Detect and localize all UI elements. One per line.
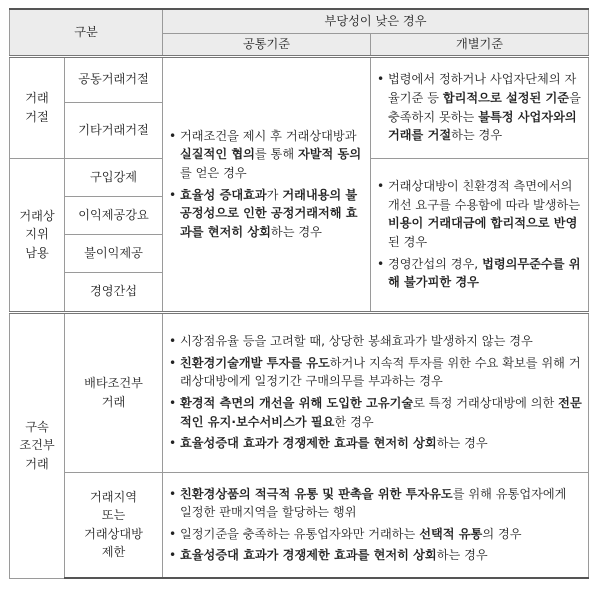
category-abuse: 거래상 지위 남용 <box>10 158 65 312</box>
header-low-unfairness: 부당성이 낮은 경우 <box>163 9 589 33</box>
unfairness-criteria-table <box>9 8 589 579</box>
row-exclusive-dealing: 배타조건부 거래 <box>65 312 163 472</box>
bullet-item: • 거래상대방이 친환경적 측면에서의 개선 요구를 수용함에 따라 발생하는 비용이 거래대금에 합리적으로 반영된 경우 <box>377 177 582 251</box>
common-criteria-list <box>169 127 364 241</box>
bullet-item: • 경영간섭의 경우, 법령의무준수를 위해 불가피한 경우 <box>377 255 582 292</box>
abuse-individual-list <box>377 177 582 291</box>
bullet-item: • 효율성증대 효과가 경쟁제한 효과를 현저히 상회하는 경우 <box>169 434 582 453</box>
territory-restriction-list <box>169 485 582 565</box>
row-joint-refusal: 공동거래거절 <box>65 56 163 102</box>
refusal-individual-cell <box>371 56 589 158</box>
exclusive-dealing-cell <box>163 312 589 472</box>
bullet-item: • 친환경상품의 적극적 유통 및 판촉을 위한 투자유도를 위해 유통업자에게 일정한 판매지역을 할당하는 행위 <box>169 485 582 522</box>
bullet-item: • 법령에서 정하거나 사업자단체의 자율기준 등 합리적으로 설정된 기준을 충족하지 못하는 불특정 사업자와의 거래를 거절하는 경우 <box>377 70 582 144</box>
territory-restriction-cell <box>163 472 589 578</box>
bullet-item: • 거래조건을 제시 후 거래상대방과 실질적인 협의를 통해 자발적 동의를 얻은 경우 <box>169 127 364 183</box>
common-criteria-cell <box>163 56 371 312</box>
row-benefit-coercion: 이익제공강요 <box>65 196 163 234</box>
bullet-item: • 효율성 증대효과가 거래내용의 불공정성으로 인한 공정거래저해 효과를 현저히 상회하는 경우 <box>169 186 364 242</box>
bullet-item: • 일정기준을 충족하는 유통업자와만 거래하는 선택적 유통의 경우 <box>169 525 582 544</box>
bullet-item: • 친환경기술개발 투자를 유도하거나 지속적 투자를 위한 수요 확보를 위해 거래상대방에게 일정기간 구매의무를 부과하는 경우 <box>169 354 582 391</box>
header-gubun: 구분 <box>10 9 163 56</box>
bullet-item: • 환경적 측면의 개선을 위해 도입한 고유기술로 특정 거래상대방에 의한 전문적인 유지·보수서비스가 필요한 경우 <box>169 394 582 431</box>
bullet-item: • 효율성증대 효과가 경쟁제한 효과를 현저히 상회하는 경우 <box>169 546 582 565</box>
row-forced-purchase: 구입강제 <box>65 158 163 196</box>
refusal-individual-list <box>377 70 582 144</box>
row-disadvantage: 불이익제공 <box>65 234 163 272</box>
category-refusal: 거래 거절 <box>10 56 65 158</box>
header-individual-criteria: 개별기준 <box>371 33 589 56</box>
exclusive-dealing-list <box>169 332 582 452</box>
row-other-refusal: 기타거래거절 <box>65 102 163 158</box>
header-common-criteria: 공통기준 <box>163 33 371 56</box>
row-management-interference: 경영간섭 <box>65 272 163 312</box>
row-territory-restriction: 거래지역 또는 거래상대방 제한 <box>65 472 163 578</box>
category-binding: 구속 조건부 거래 <box>10 312 65 578</box>
abuse-individual-cell <box>371 158 589 312</box>
bullet-item: • 시장점유율 등을 고려할 때, 상당한 봉쇄효과가 발생하지 않는 경우 <box>169 332 582 351</box>
